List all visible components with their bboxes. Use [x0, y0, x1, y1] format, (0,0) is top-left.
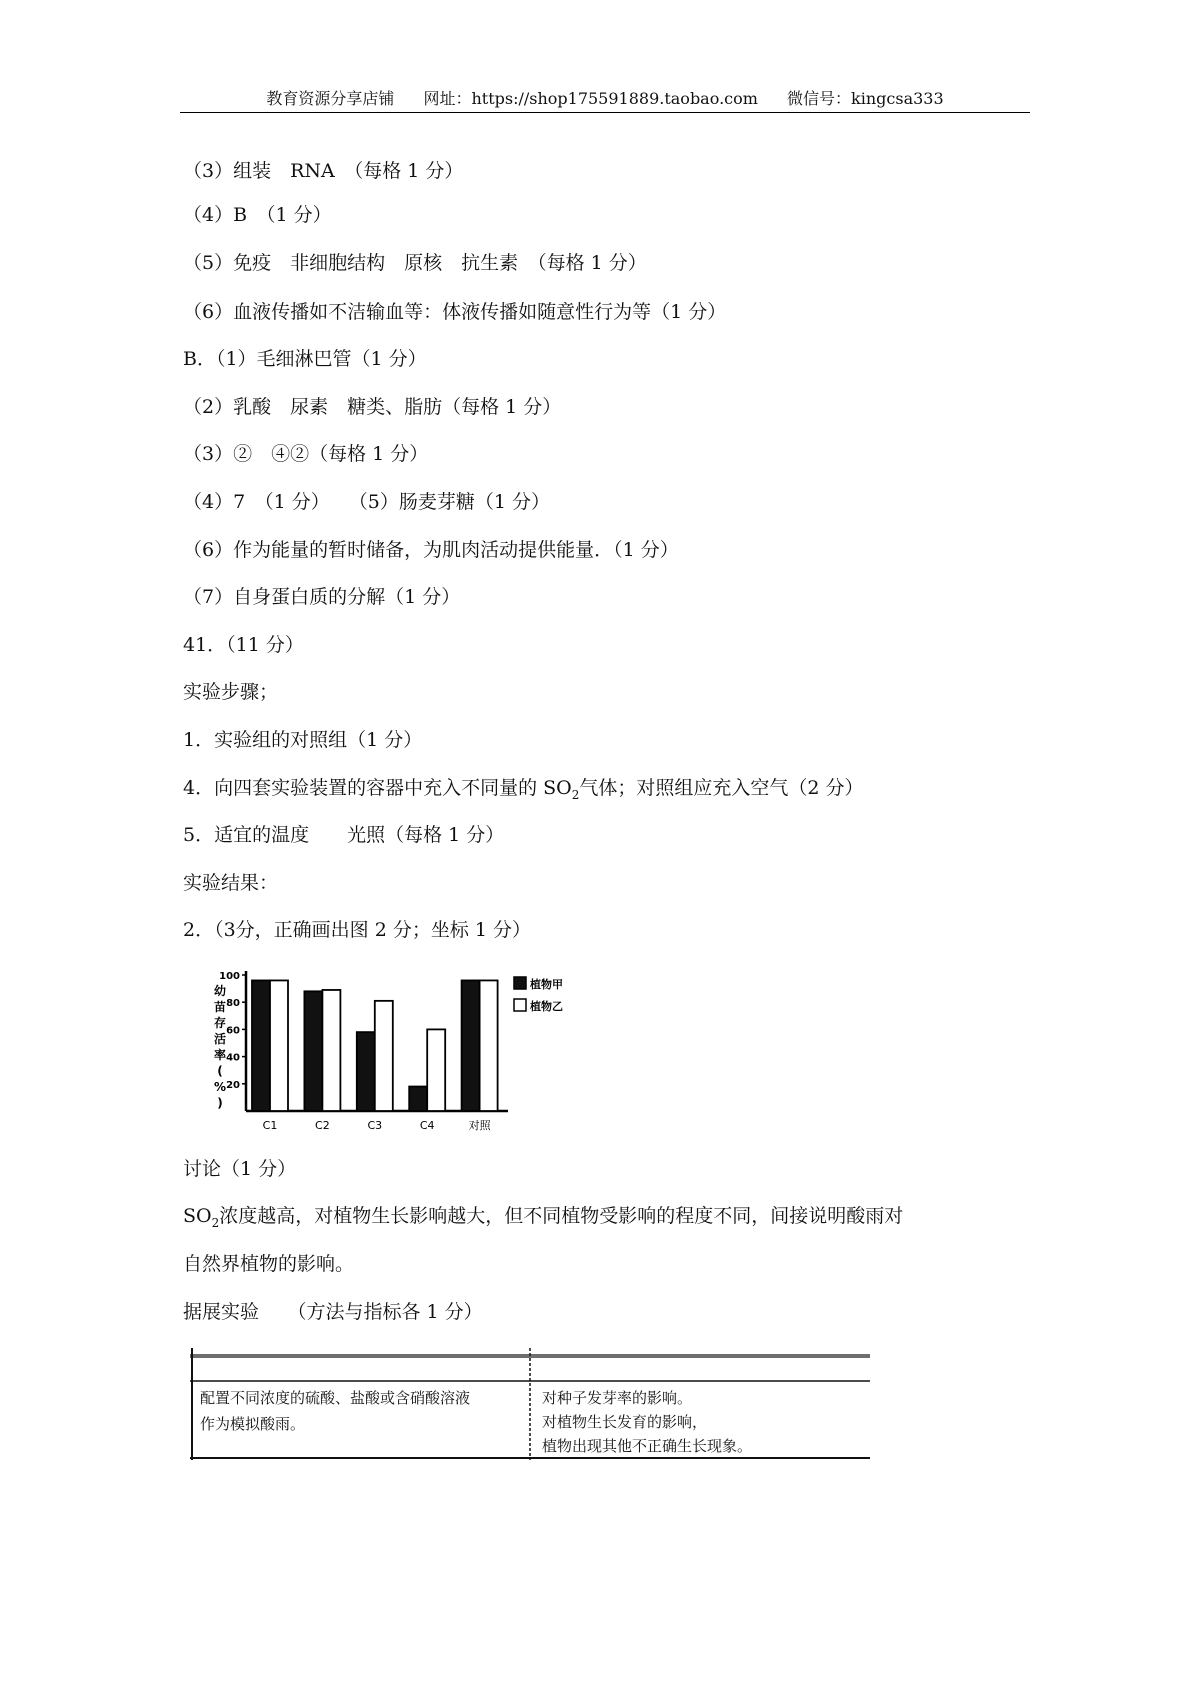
bar-plant-a — [252, 980, 270, 1111]
question-number: 41．（11 分） — [183, 634, 304, 656]
x-tick-label: 对照 — [468, 1119, 491, 1132]
bar-plant-b — [375, 1001, 393, 1111]
answer-line: （4）7 （1 分） （5）肠麦芽糖（1 分） — [183, 491, 551, 513]
header-url[interactable]: 网址：https://shop175591889.taobao.com — [423, 89, 758, 108]
answer-line: （6）血液传播如不洁输血等：体液传播如随意性行为等（1 分） — [183, 301, 727, 323]
x-tick-label: C4 — [419, 1119, 435, 1132]
step4-prefix: 4．向四套实验装置的容器中充入不同量的 SO — [183, 777, 572, 799]
header-shop: 教育资源分享店铺 — [266, 89, 395, 108]
legend-swatch — [514, 999, 526, 1011]
answer-line: （5）免疫 非细胞结构 原核 抗生素 （每格 1 分） — [183, 252, 647, 274]
bar-plant-a — [304, 991, 322, 1111]
y-axis-label-char: 率 — [213, 1048, 227, 1062]
table-method-1: 配置不同浓度的硫酸、盐酸或含硝酸溶液 — [200, 1389, 471, 1407]
bar-plant-a — [409, 1087, 427, 1111]
answer-line: （4）B （1 分） — [183, 204, 332, 226]
step-line: 1．实验组的对照组（1 分） — [183, 729, 423, 751]
bar-plant-b — [480, 980, 498, 1111]
step-line: 5．适宜的温度 光照（每格 1 分） — [183, 824, 505, 846]
discussion-line — [183, 1203, 903, 1236]
y-axis-label-char: 活 — [213, 1032, 227, 1046]
y-axis-label-char: 存 — [213, 1016, 227, 1030]
header-rule — [180, 112, 1030, 113]
legend-label: 植物乙 — [530, 1000, 563, 1013]
extension-table — [190, 1348, 870, 1460]
table-index-1: 对种子发芽率的影响。 — [542, 1389, 693, 1407]
y-axis-label-char: ) — [217, 1096, 223, 1110]
answer-line: （6）作为能量的暂时储备，为肌肉活动提供能量．（1 分） — [183, 539, 679, 561]
y-axis-label-char: 苗 — [213, 1000, 227, 1014]
answer-line: （2）乳酸 尿素 糖类、脂肪（每格 1 分） — [183, 396, 562, 418]
answer-line: （3）组装 RNA （每格 1 分） — [183, 160, 464, 182]
page-header — [180, 86, 1030, 109]
table-method-2: 作为模拟酸雨。 — [200, 1415, 306, 1433]
discussion-so: SO — [183, 1205, 212, 1227]
step4-sub: 2 — [571, 787, 580, 802]
y-axis-label-char: % — [213, 1080, 227, 1094]
table-index-3: 植物出现其他不正确生长现象。 — [542, 1437, 753, 1455]
answer-line: （7）自身蛋白质的分解（1 分） — [183, 586, 461, 608]
x-tick-label: C1 — [262, 1119, 278, 1132]
y-axis-label-char: ( — [217, 1064, 223, 1078]
step-line-4 — [183, 775, 864, 808]
bar-plant-a — [357, 1032, 375, 1111]
legend-label: 植物甲 — [530, 978, 563, 991]
section-label: 据展实验 （方法与指标各 1 分） — [183, 1301, 483, 1323]
section-label: 实验结果： — [183, 872, 279, 894]
survival-bar-chart — [208, 963, 588, 1145]
section-label: 实验步骤； — [183, 681, 279, 703]
section-label: 讨论（1 分） — [183, 1158, 297, 1180]
bar-plant-b — [322, 990, 340, 1111]
table-index-2: 对植物生长发育的影响， — [542, 1413, 708, 1431]
bar-plant-b — [270, 980, 288, 1111]
discussion-text: 浓度越高，对植物生长影响越大，但不同植物受影响的程度不同，间接说明酸雨对 — [219, 1205, 904, 1227]
y-tick-label: 80 — [226, 998, 240, 1010]
y-axis-label-char: 幼 — [213, 984, 227, 998]
y-tick-label: 20 — [226, 1079, 240, 1091]
x-tick-label: C3 — [367, 1119, 383, 1132]
answer-line: （3）② ④②（每格 1 分） — [183, 443, 429, 465]
legend-swatch — [514, 977, 526, 989]
answer-line: B．（1）毛细淋巴管（1 分） — [183, 348, 427, 370]
bar-plant-b — [427, 1029, 445, 1111]
x-tick-label: C2 — [315, 1119, 330, 1132]
header-wechat: 微信号：kingcsa333 — [787, 89, 944, 108]
results-item: 2．（3分，正确画出图 2 分；坐标 1 分） — [183, 919, 532, 941]
y-tick-label: 60 — [226, 1025, 240, 1037]
bar-plant-a — [462, 980, 480, 1111]
step4-suffix: 气体；对照组应充入空气（2 分） — [579, 777, 864, 799]
y-tick-label: 40 — [226, 1052, 240, 1064]
discussion-sub: 2 — [211, 1215, 220, 1230]
y-tick-label: 100 — [219, 971, 240, 982]
discussion-line: 自然界植物的影响。 — [183, 1253, 355, 1275]
